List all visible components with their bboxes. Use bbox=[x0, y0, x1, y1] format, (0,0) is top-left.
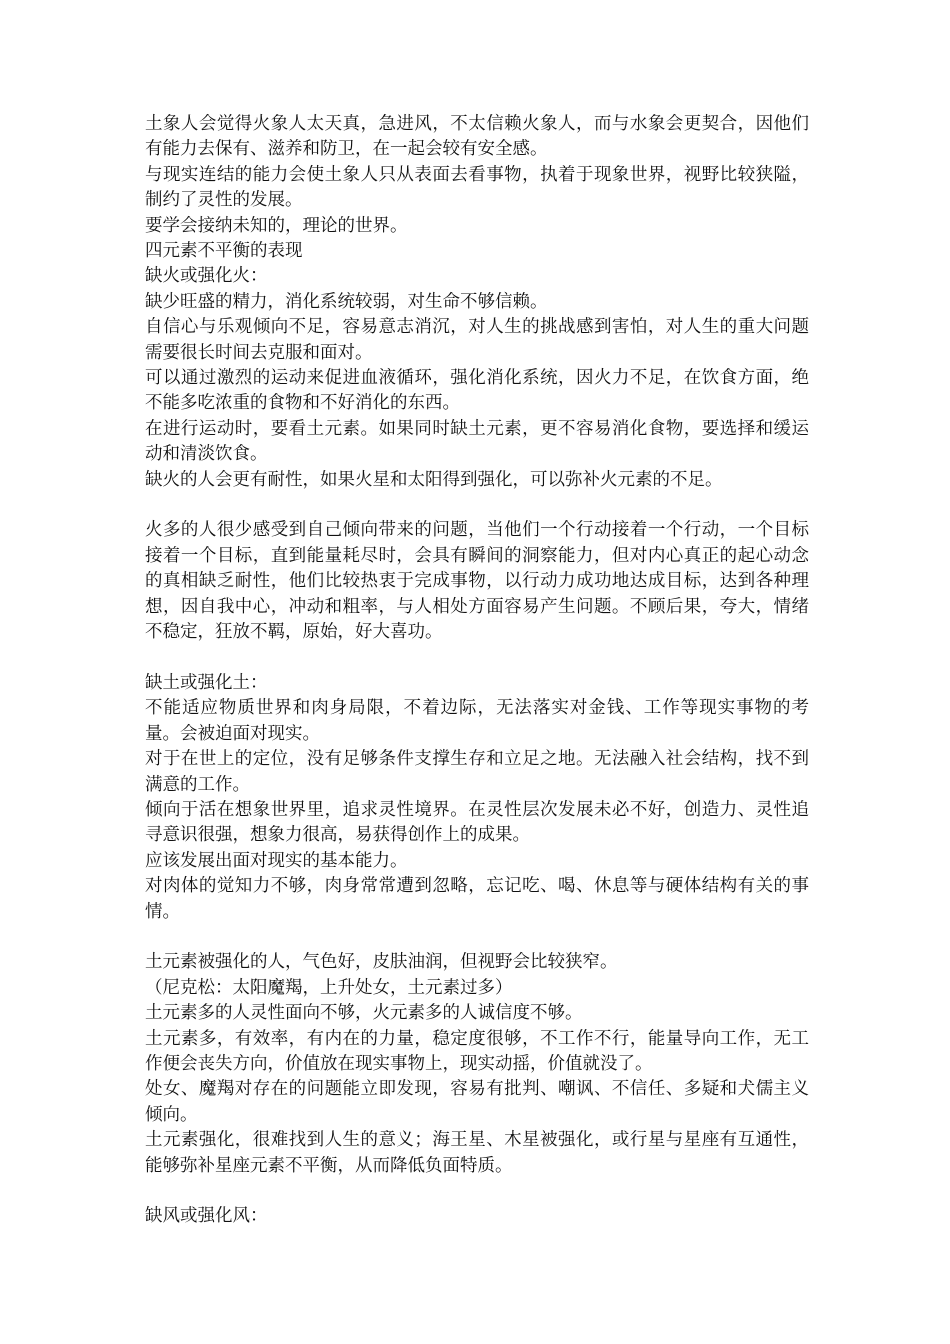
paragraph: 土元素强化，很难找到人生的意义；海王星、木星被强化，或行星与星座有互通性，能够弥补星座元素不平衡，从而降低负面特质。 bbox=[145, 1130, 809, 1176]
paragraph: 土元素被强化的人，气色好，皮肤油润，但视野会比较狭窄。 bbox=[145, 952, 618, 973]
paragraph: 土元素多，有效率，有内在的力量，稳定度很够，不工作不行，能量导向工作，无工作便会丧失方向，价值放在现实事物上，现实动摇，价值就没了。 bbox=[145, 1028, 809, 1074]
section-heading: 四元素不平衡的表现 bbox=[145, 241, 303, 262]
paragraph: 不能适应物质世界和肉身局限，不着边际，无法落实对金钱、工作等现实事物的考量。会被迫面对现实。 bbox=[145, 698, 809, 744]
subsection-heading: 缺土或强化土： bbox=[145, 672, 268, 693]
paragraph: 处女、魔羯对存在的问题能立即发现，容易有批判、嘲讽、不信任、多疑和犬儒主义倾向。 bbox=[145, 1079, 809, 1125]
paragraph: 倾向于活在想象世界里，追求灵性境界。在灵性层次发展未必不好，创造力、灵性追寻意识很强，想象力很高，易获得创作上的成果。 bbox=[145, 799, 809, 846]
paragraph: 应该发展出面对现实的基本能力。 bbox=[145, 850, 408, 871]
paragraph: 对肉体的觉知力不够，肉身常常遭到忽略，忘记吃、喝、休息等与硬体结构有关的事情。 bbox=[145, 876, 809, 922]
subsection-heading: 缺火或强化火： bbox=[145, 266, 268, 287]
paragraph: 要学会接纳未知的，理论的世界。 bbox=[145, 215, 408, 236]
paragraph: 自信心与乐观倾向不足，容易意志消沉，对人生的挑战感到害怕，对人生的重大问题需要很长时间去克服和面对。 bbox=[145, 317, 809, 363]
paragraph: 缺少旺盛的精力，消化系统较弱，对生命不够信赖。 bbox=[145, 291, 548, 312]
paragraph: 土象人会觉得火象人太天真，急进风，不太信赖火象人，而与水象会更契合，因他们有能力去保有、滋养和防卫，在一起会较有安全感。 bbox=[145, 114, 809, 160]
paragraph: 可以通过激烈的运动来促进血液循环，强化消化系统，因火力不足，在饮食方面，绝不能多吃浓重的食物和不好消化的东西。 bbox=[145, 368, 809, 414]
blank-line bbox=[145, 646, 809, 671]
paragraph: 对于在世上的定位，没有足够条件支撑生存和立足之地。无法融入社会结构，找不到满意的工作。 bbox=[145, 749, 809, 795]
blank-line bbox=[145, 925, 809, 950]
paragraph: 与现实连结的能力会使土象人只从表面去看事物，执着于现象世界，视野比较狭隘，制约了灵性的发展。 bbox=[145, 164, 809, 211]
paragraph: 在进行运动时，要看土元素。如果同时缺土元素，更不容易消化食物，要选择和缓运动和清淡饮食。 bbox=[145, 418, 809, 465]
document-page bbox=[145, 112, 809, 1230]
blank-line bbox=[145, 1179, 809, 1204]
paragraph: （尼克松：太阳魔羯，上升处女，土元素过多） bbox=[145, 977, 513, 998]
blank-line bbox=[145, 493, 809, 518]
paragraph: 火多的人很少感受到自己倾向带来的问题，当他们一个行动接着一个行动，一个目标接着一个目标，直到能量耗尽时，会具有瞬间的洞察能力，但对内心真正的起心动念的真相缺乏耐性，他们比较热衷于完成事物，以行动力成功地达成目标，达到各种理想，因自我中心，冲动和粗率，与人相处方面容易产生问题。不顾后果，夸大，情绪不稳定，狂放不羁，原始，好大喜功。 bbox=[145, 520, 809, 643]
subsection-heading: 缺风或强化风： bbox=[145, 1206, 268, 1227]
paragraph: 缺火的人会更有耐性，如果火星和太阳得到强化，可以弥补火元素的不足。 bbox=[145, 469, 723, 490]
paragraph: 土元素多的人灵性面向不够，火元素多的人诚信度不够。 bbox=[145, 1003, 583, 1024]
